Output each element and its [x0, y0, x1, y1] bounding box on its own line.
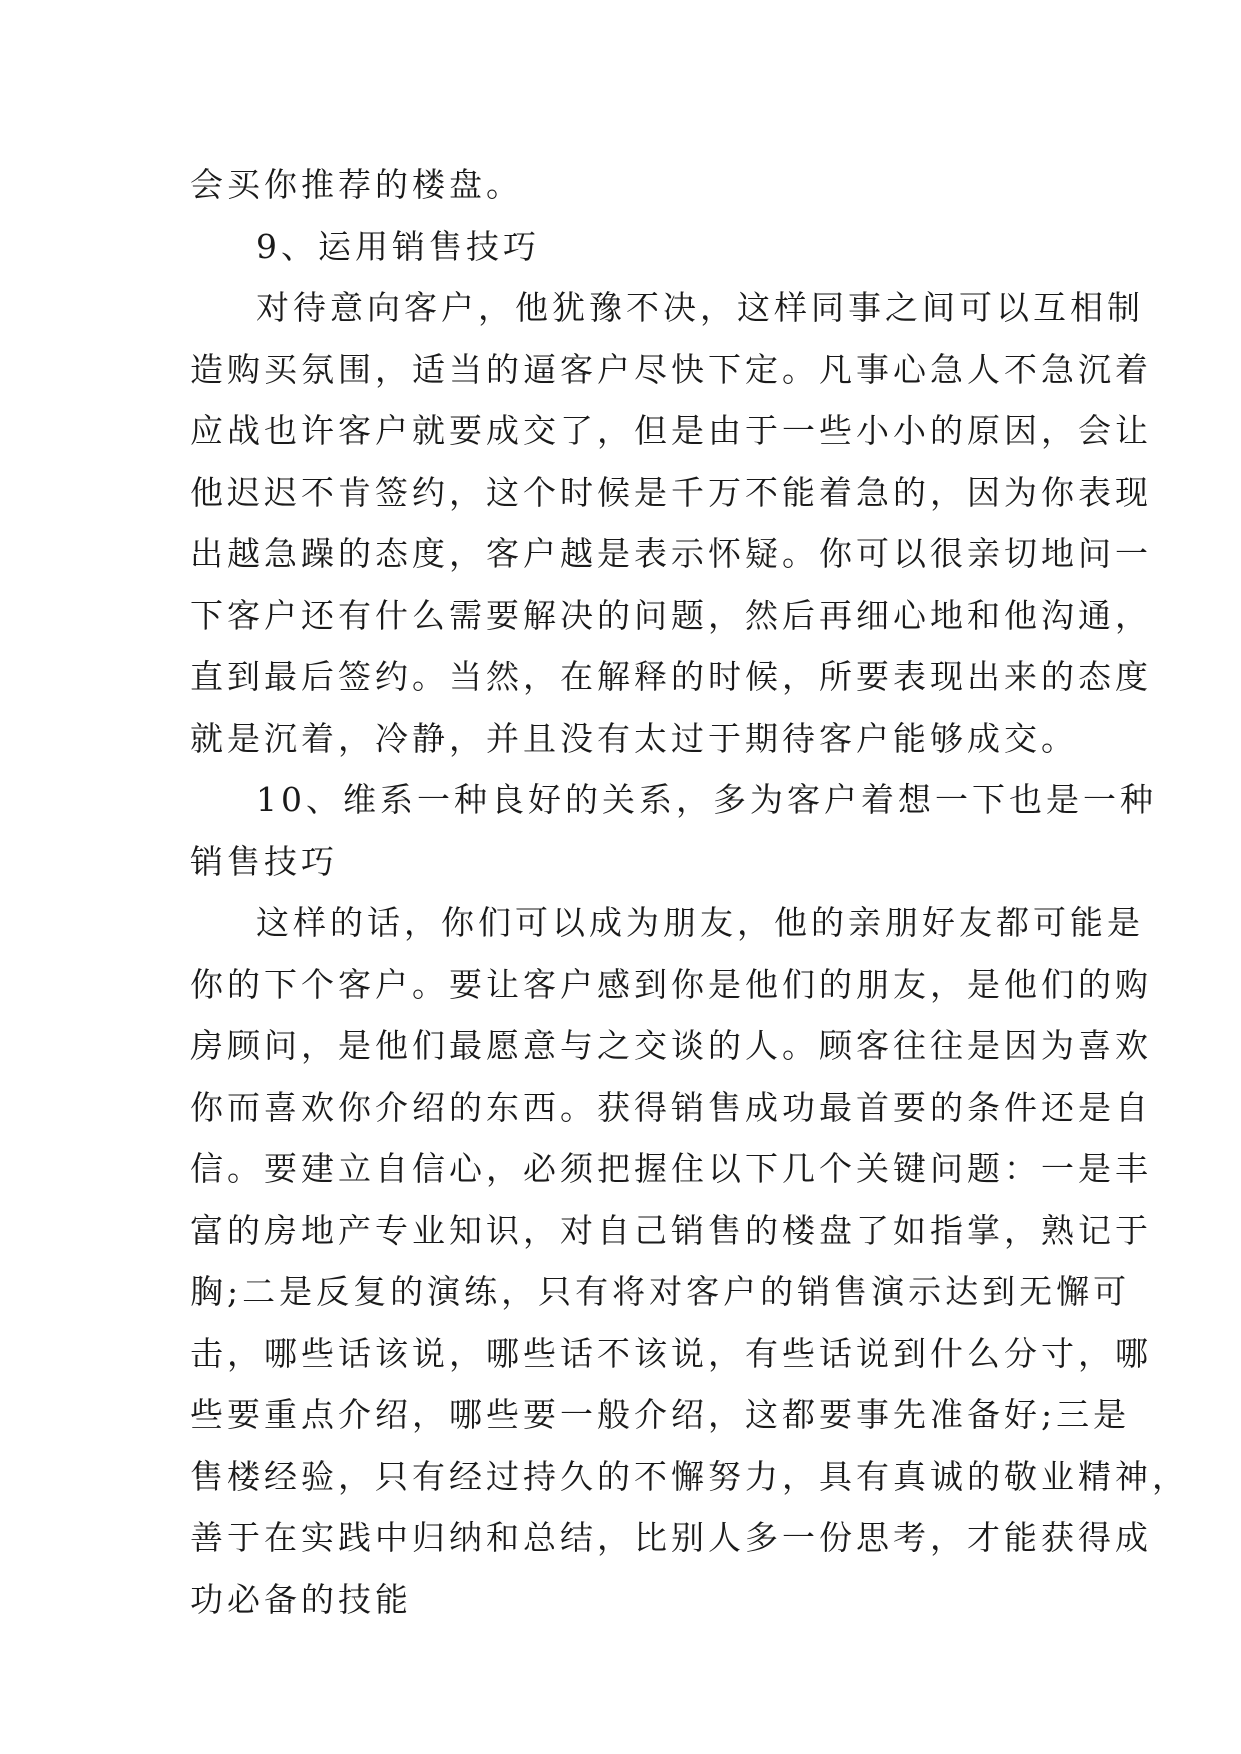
text-line: 善于在实践中归纳和总结，比别人多一份思考，才能获得成 [190, 1518, 1152, 1557]
text-line: 你而喜欢你介绍的东西。获得销售成功最首要的条件还是自 [190, 1087, 1152, 1127]
text-line: 这样的话，你们可以成为朋友，他的亲朋好友都可能是 [256, 903, 1144, 942]
text-line: 应战也许客户就要成交了，但是由于一些小小的原因，会让 [190, 411, 1152, 450]
text-line: 击，哪些话该说，哪些话不该说，有些话说到什么分寸，哪 [190, 1333, 1152, 1373]
text-line: 出越急躁的态度，客户越是表示怀疑。你可以很亲切地问一 [190, 534, 1152, 573]
body-text [190, 154, 1189, 1630]
text-line: 你的下个客户。要让客户感到你是他们的朋友，是他们的购 [190, 964, 1152, 1004]
section-heading-10-cont: 销售技巧 [190, 841, 338, 881]
text-line: 胸;二是反复的演练，只有将对客户的销售演示达到无懈可 [190, 1272, 1131, 1311]
section-heading-10: 10、维系一种良好的关系，多为客户着想一下也是一种 [256, 780, 1157, 819]
text-line: 房顾问，是他们最愿意与之交谈的人。顾客往往是因为喜欢 [190, 1026, 1152, 1065]
text-line: 富的房地产专业知识，对自己销售的楼盘了如指掌，熟记于 [190, 1210, 1152, 1250]
section-heading-9: 9、运用销售技巧 [256, 226, 540, 266]
text-line: 造购买氛围，适当的逼客户尽快下定。凡事心急人不急沉着 [190, 349, 1152, 389]
text-line: 直到最后签约。当然，在解释的时候，所要表现出来的态度 [190, 657, 1152, 696]
text-line: 他迟迟不肯签约，这个时候是千万不能着急的，因为你表现 [190, 472, 1152, 512]
text-line: 信。要建立自信心，必须把握住以下几个关键问题：一是丰 [190, 1149, 1152, 1188]
text-line: 功必备的技能 [190, 1579, 412, 1619]
text-line: 就是沉着，冷静，并且没有太过于期待客户能够成交。 [190, 718, 1078, 758]
text-line: 些要重点介绍，哪些要一般介绍，这都要事先准备好;三是 [190, 1395, 1131, 1434]
text-line: 售楼经验，只有经过持久的不懈努力，具有真诚的敬业精神， [190, 1456, 1189, 1496]
text-line: 下客户还有什么需要解决的问题，然后再细心地和他沟通， [190, 595, 1152, 635]
text-line: 会买你推荐的楼盘。 [190, 165, 523, 204]
text-line: 对待意向客户，他犹豫不决，这样同事之间可以互相制 [256, 288, 1144, 327]
